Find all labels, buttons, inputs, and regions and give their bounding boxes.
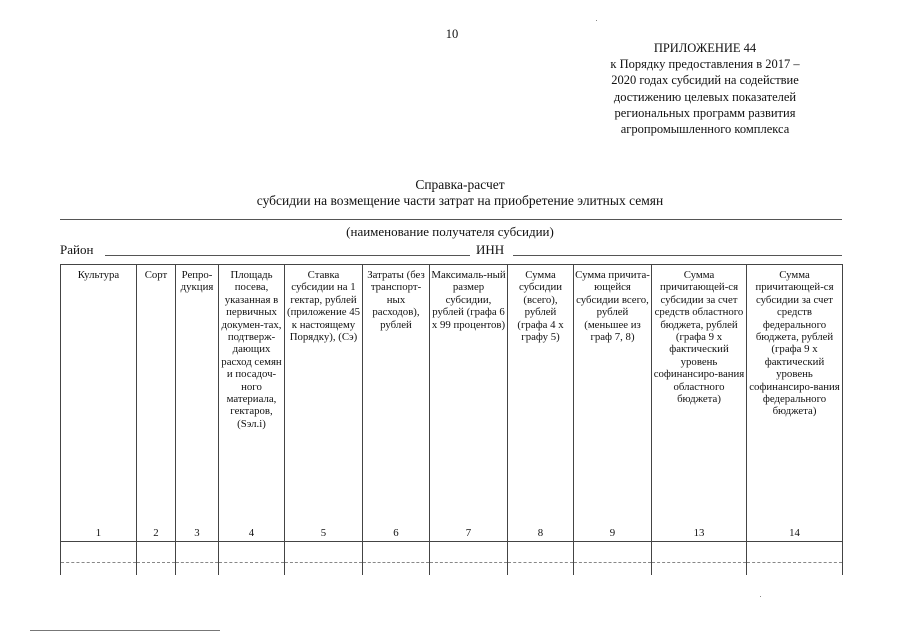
district-field-line[interactable] (105, 255, 470, 256)
column-header: Культура (61, 265, 137, 524)
table-cell[interactable] (61, 542, 137, 563)
table-header-row (61, 265, 843, 524)
table-cell[interactable] (508, 542, 574, 563)
appendix-line: региональных программ развития (614, 105, 796, 120)
column-number: 1 (61, 523, 137, 542)
table-cell[interactable] (61, 563, 137, 576)
district-label: Район (60, 242, 94, 257)
column-header: Сумма причитающей-ся субсидии за счет средств областного бюджета, рублей (графа 9 х фактический уровень софинансиро-вания областного бюджета) (652, 265, 747, 524)
column-number: 4 (219, 523, 285, 542)
column-number: 6 (363, 523, 430, 542)
column-number-row (61, 523, 843, 542)
column-number: 9 (574, 523, 652, 542)
column-number: 7 (430, 523, 508, 542)
table-row[interactable] (61, 563, 843, 576)
appendix-line: к Порядку предоставления в 2017 – (610, 57, 800, 72)
table-cell[interactable] (219, 542, 285, 563)
appendix-line: агропромышленного комплекса (620, 122, 790, 137)
column-number: 14 (747, 523, 843, 542)
table-cell[interactable] (285, 563, 363, 576)
table-cell[interactable] (219, 563, 285, 576)
column-number: 2 (137, 523, 176, 542)
table-cell[interactable] (747, 563, 843, 576)
table-cell[interactable] (176, 542, 219, 563)
table-cell[interactable] (363, 563, 430, 576)
appendix-line: ПРИЛОЖЕНИЕ 44 (653, 41, 757, 55)
column-number: 8 (508, 523, 574, 542)
subsidy-calculation-table (60, 264, 843, 575)
appendix-line: достижению целевых показателей (613, 89, 797, 104)
table-cell[interactable] (137, 563, 176, 576)
column-header: Сумма причитающей-ся субсидии за счет средств федерального бюджета, рублей (графа 9 х фактический уровень софинансиро-вания федерального бюджета) (747, 265, 843, 524)
table-cell[interactable] (137, 542, 176, 563)
scan-speck (760, 596, 761, 597)
title-line-2: субсидии на возмещение части затрат на приобретение элитных семян (256, 193, 664, 208)
page-number: 10 (445, 27, 459, 41)
title-line-1: Справка-расчет (415, 177, 505, 192)
table-cell[interactable] (508, 563, 574, 576)
footer-rule (30, 630, 220, 631)
inn-label: ИНН (476, 242, 505, 257)
document-title (160, 177, 760, 209)
table-cell[interactable] (574, 542, 652, 563)
table-row[interactable] (61, 542, 843, 563)
table-cell[interactable] (652, 542, 747, 563)
column-header: Максималь-ный размер субсидии, рублей (графа 6 х 99 процентов) (430, 265, 508, 524)
column-header: Сумма причита-ющейся субсидии всего, рублей (меньшее из граф 7, 8) (574, 265, 652, 524)
column-header: Ставка субсидии на 1 гектар, рублей (приложение 45 к настоящему Порядку), (Cэ) (285, 265, 363, 524)
column-number: 3 (176, 523, 219, 542)
column-header: Репро-дукция (176, 265, 219, 524)
table-cell[interactable] (652, 563, 747, 576)
recipient-name-line[interactable] (60, 219, 842, 220)
inn-field-line[interactable] (513, 255, 842, 256)
column-header: Площадь посева, указанная в первичных докумен-тах, подтверж-дающих расход семян и посадоч-ного материала, гектаров, (Sэл.i) (219, 265, 285, 524)
column-header: Сорт (137, 265, 176, 524)
column-number: 5 (285, 523, 363, 542)
column-header: Затраты (без транспорт-ных расходов), рублей (363, 265, 430, 524)
table-cell[interactable] (430, 563, 508, 576)
scan-speck (596, 20, 597, 21)
table-cell[interactable] (285, 542, 363, 563)
appendix-header (555, 40, 855, 137)
column-header: Сумма субсидии (всего), рублей (графа 4 х графу 5) (508, 265, 574, 524)
table-cell[interactable] (176, 563, 219, 576)
column-number: 13 (652, 523, 747, 542)
table-cell[interactable] (363, 542, 430, 563)
table-cell[interactable] (574, 563, 652, 576)
table-cell[interactable] (747, 542, 843, 563)
table-cell[interactable] (430, 542, 508, 563)
recipient-caption: (наименование получателя субсидии) (346, 224, 554, 239)
appendix-line: 2020 годах субсидий на содействие (611, 73, 799, 88)
